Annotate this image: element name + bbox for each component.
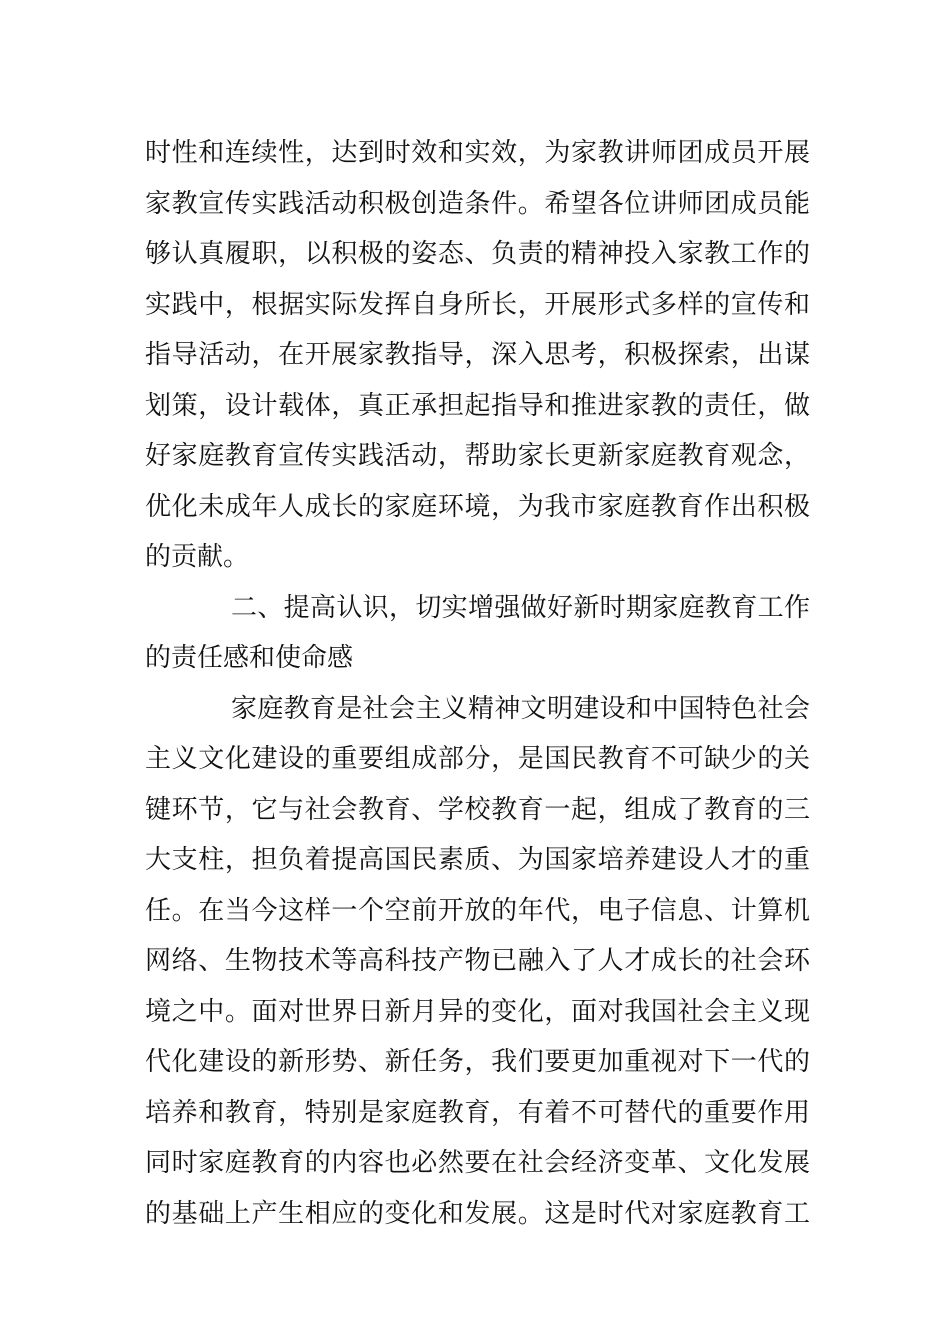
text-line: 培养和教育，特别是家庭教育，有着不可替代的重要作用	[145, 1097, 810, 1128]
text-line: 主义文化建设的重要组成部分，是国民教育不可缺少的关	[145, 744, 810, 774]
text-line: 够认真履职，以积极的姿态、负责的精神投入家教工作的	[145, 239, 810, 269]
text-line: 家庭教育是社会主义精神文明建设和中国特色社会	[231, 693, 810, 724]
text-line: 任。在当今这样一个空前开放的年代，电子信息、计算机	[145, 895, 810, 926]
text-line: 网络、生物技术等高科技产物已融入了人才成长的社会环	[145, 946, 810, 976]
text-line: 优化未成年人成长的家庭环境，为我市家庭教育作出积极	[145, 491, 810, 522]
text-line: 代化建设的新形势、新任务，我们要更加重视对下一代的	[145, 1047, 810, 1077]
text-line: 境之中。面对世界日新月异的变化，面对我国社会主义现	[145, 996, 810, 1027]
text-line: 时性和连续性，达到时效和实效，为家教讲师团成员开展	[145, 138, 810, 168]
section-heading-line: 的责任感和使命感	[145, 643, 354, 673]
text-line: 同时家庭教育的内容也必然要在社会经济变革、文化发展	[145, 1148, 810, 1178]
document-body	[145, 128, 810, 1239]
text-line: 的贡献。	[145, 542, 250, 572]
text-line: 键环节，它与社会教育、学校教育一起，组成了教育的三	[145, 794, 810, 825]
text-line: 的基础上产生相应的变化和发展。这是时代对家庭教育工	[145, 1198, 810, 1229]
text-line: 指导活动，在开展家教指导，深入思考，积极探索，出谋	[145, 340, 810, 370]
text-line: 家教宣传实践活动积极创造条件。希望各位讲师团成员能	[145, 188, 810, 219]
text-line: 好家庭教育宣传实践活动，帮助家长更新家庭教育观念，	[145, 441, 810, 471]
section-heading-line: 二、提高认识，切实增强做好新时期家庭教育工作	[231, 592, 810, 623]
text-line: 大支柱，担负着提高国民素质、为国家培养建设人才的重	[145, 845, 810, 875]
text-line: 实践中，根据实际发挥自身所长，开展形式多样的宣传和	[145, 289, 810, 320]
text-line: 划策，设计载体，真正承担起指导和推进家教的责任，做	[145, 390, 810, 421]
